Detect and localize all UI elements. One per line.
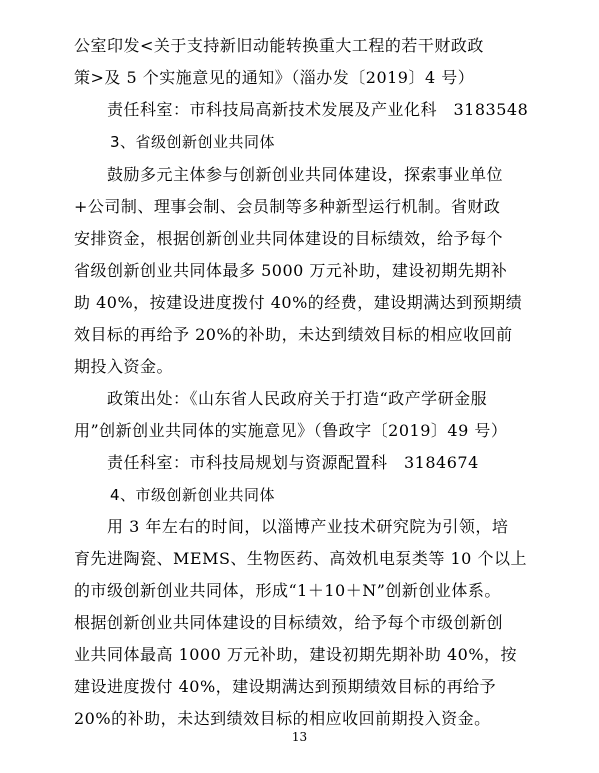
text-line: 省级创新创业共同体最多 5000 万元补助，建设初期先期补 (74, 261, 508, 280)
text-line: 育先进陶瓷、MEMS、生物医药、高效机电泵类等 10 个以上 (74, 549, 527, 568)
text-line: 责任科室：市科技局高新技术发展及产业化科 3183548 (107, 100, 529, 119)
text-line: 用 3 年左右的时间，以淄博产业技术研究院为引领，培 (107, 517, 509, 536)
text-line: 策>及 5 个实施意见的通知》（淄办发〔2019〕4 号） (74, 68, 475, 87)
text-line: 业共同体最高 1000 万元补助，建设初期先期补助 40%，按 (74, 645, 518, 664)
text-line: 鼓励多元主体参与创新创业共同体建设，探索事业单位 (107, 165, 504, 184)
text-line: 期投入资金。 (74, 357, 174, 376)
text-line: 20%的补助，未达到绩效目标的相应收回前期投入资金。 (74, 709, 491, 728)
text-line: 公室印发<关于支持新旧动能转换重大工程的若干财政政 (74, 36, 484, 55)
text-line: 安排资金，根据创新创业共同体建设的目标绩效，给予每个 (74, 229, 504, 248)
text-line: +公司制、理事会制、会员制等多种新型运行机制。省财政 (74, 197, 501, 216)
text-line: 助 40%，按建设进度拨付 40%的经费，建设期满达到预期绩 (74, 293, 523, 312)
text-line: 建设进度拨付 40%，建设期满达到预期绩效目标的再给予 (74, 677, 497, 696)
section-heading: 4、市级创新创业共同体 (110, 486, 276, 504)
section-heading: 3、省级创新创业共同体 (110, 133, 276, 151)
text-line: 政策出处：《山东省人民政府关于打造“政产学研金服 (107, 389, 488, 408)
text-line: 的市级创新创业共同体，形成“1＋10＋N”创新创业体系。 (74, 581, 501, 600)
page-number: 13 (291, 730, 308, 744)
text-line: 根据创新创业共同体建设的目标绩效，给予每个市级创新创 (74, 613, 504, 632)
text-line: 用”创新创业共同体的实施意见》（鲁政字〔2019〕49 号） (74, 421, 508, 440)
text-line: 效目标的再给予 20%的补助，未达到绩效目标的相应收回前 (74, 325, 513, 344)
text-line: 责任科室：市科技局规划与资源配置科 3184674 (107, 453, 479, 472)
